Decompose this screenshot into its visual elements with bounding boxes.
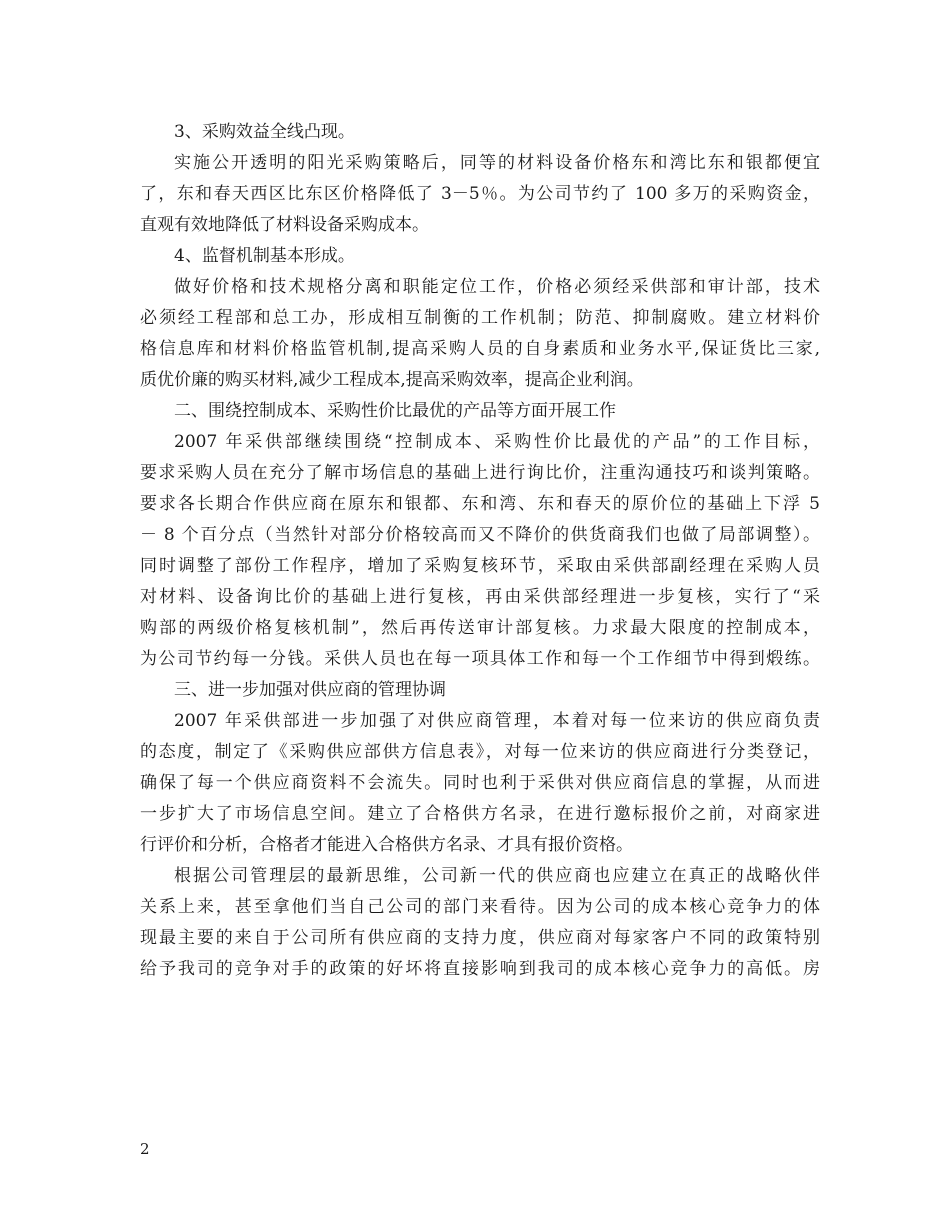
text-line: 要求各长期合作供应商在原东和银都、东和湾、东和春天的原价位的基础上下浮 5 <box>140 494 820 514</box>
text-line: 根据公司管理层的最新思维，公司新一代的供应商也应建立在真正的战略伙伴 <box>174 866 820 886</box>
text-line: 质优价廉的购买材料,减少工程成本,提高采购效率，提高企业利润。 <box>140 370 644 390</box>
text-line: 要求采购人员在充分了解市场信息的基础上进行询比价，注重沟通技巧和谈判策略。 <box>140 463 820 483</box>
text-line: 同时调整了部份工作程序，增加了采购复核环节，采取由采供部副经理在采购人员 <box>140 556 820 576</box>
text-line: 3、采购效益全线凸现。 <box>174 122 355 142</box>
text-line: 二、围绕控制成本、采购性价比最优的产品等方面开展工作 <box>174 401 616 421</box>
text-line: 给予我司的竞争对手的政策的好坏将直接影响到我司的成本核心竞争力的高低。房 <box>140 959 820 979</box>
text-line: 行评价和分析，合格者才能进入合格供方名录、才具有报价资格。 <box>140 835 633 855</box>
text-line: 现最主要的来自于公司所有供应商的支持力度，供应商对每家客户不同的政策特别 <box>140 928 820 948</box>
text-line: 2007 年采供部进一步加强了对供应商管理，本着对每一位来访的供应商负责 <box>174 711 820 731</box>
document-body <box>140 117 820 985</box>
text-line: － 8 个百分点（当然针对部分价格较高而又不降价的供货商我们也做了局部调整）。 <box>140 525 820 545</box>
text-line: 对材料、设备询比价的基础上进行复核，再由采供部经理进一步复核，实行了“采 <box>140 587 820 607</box>
text-line: 关系上来，甚至拿他们当自己公司的部门来看待。因为公司的成本核心竞争力的体 <box>140 897 820 917</box>
text-line: 一步扩大了市场信息空间。建立了合格供方名录，在进行邀标报价之前，对商家进 <box>140 804 820 824</box>
text-line: 2007 年采供部继续围绕“控制成本、采购性价比最优的产品”的工作目标， <box>174 432 820 452</box>
text-line: 4、监督机制基本形成。 <box>174 246 355 266</box>
text-line: 为公司节约每一分钱。采供人员也在每一项具体工作和每一个工作细节中得到煅练。 <box>140 649 820 669</box>
text-line: 实施公开透明的阳光采购策略后，同等的材料设备价格东和湾比东和银都便宜 <box>174 153 820 173</box>
text-line: 格信息库和材料价格监管机制,提高采购人员的自身素质和业务水平,保证货比三家, <box>140 339 820 359</box>
text-line: 的态度，制定了《采购供应部供方信息表》，对每一位来访的供应商进行分类登记， <box>140 742 820 762</box>
text-line: 了，东和春天西区比东区价格降低了 3－5％。为公司节约了 100 多万的采购资金， <box>140 184 820 204</box>
text-line: 直观有效地降低了材料设备采购成本。 <box>140 215 429 235</box>
text-line: 确保了每一个供应商资料不会流失。同时也利于采供对供应商信息的掌握，从而进 <box>140 773 820 793</box>
page-number: 2 <box>140 1140 150 1158</box>
text-line: 做好价格和技术规格分离和职能定位工作，价格必须经采供部和审计部，技术 <box>174 277 820 297</box>
text-line: 必须经工程部和总工办，形成相互制衡的工作机制；防范、抑制腐败。建立材料价 <box>140 308 820 328</box>
text-line: 三、进一步加强对供应商的管理协调 <box>174 680 446 700</box>
text-line: 购部的两级价格复核机制”，然后再传送审计部复核。力求最大限度的控制成本， <box>140 618 820 638</box>
